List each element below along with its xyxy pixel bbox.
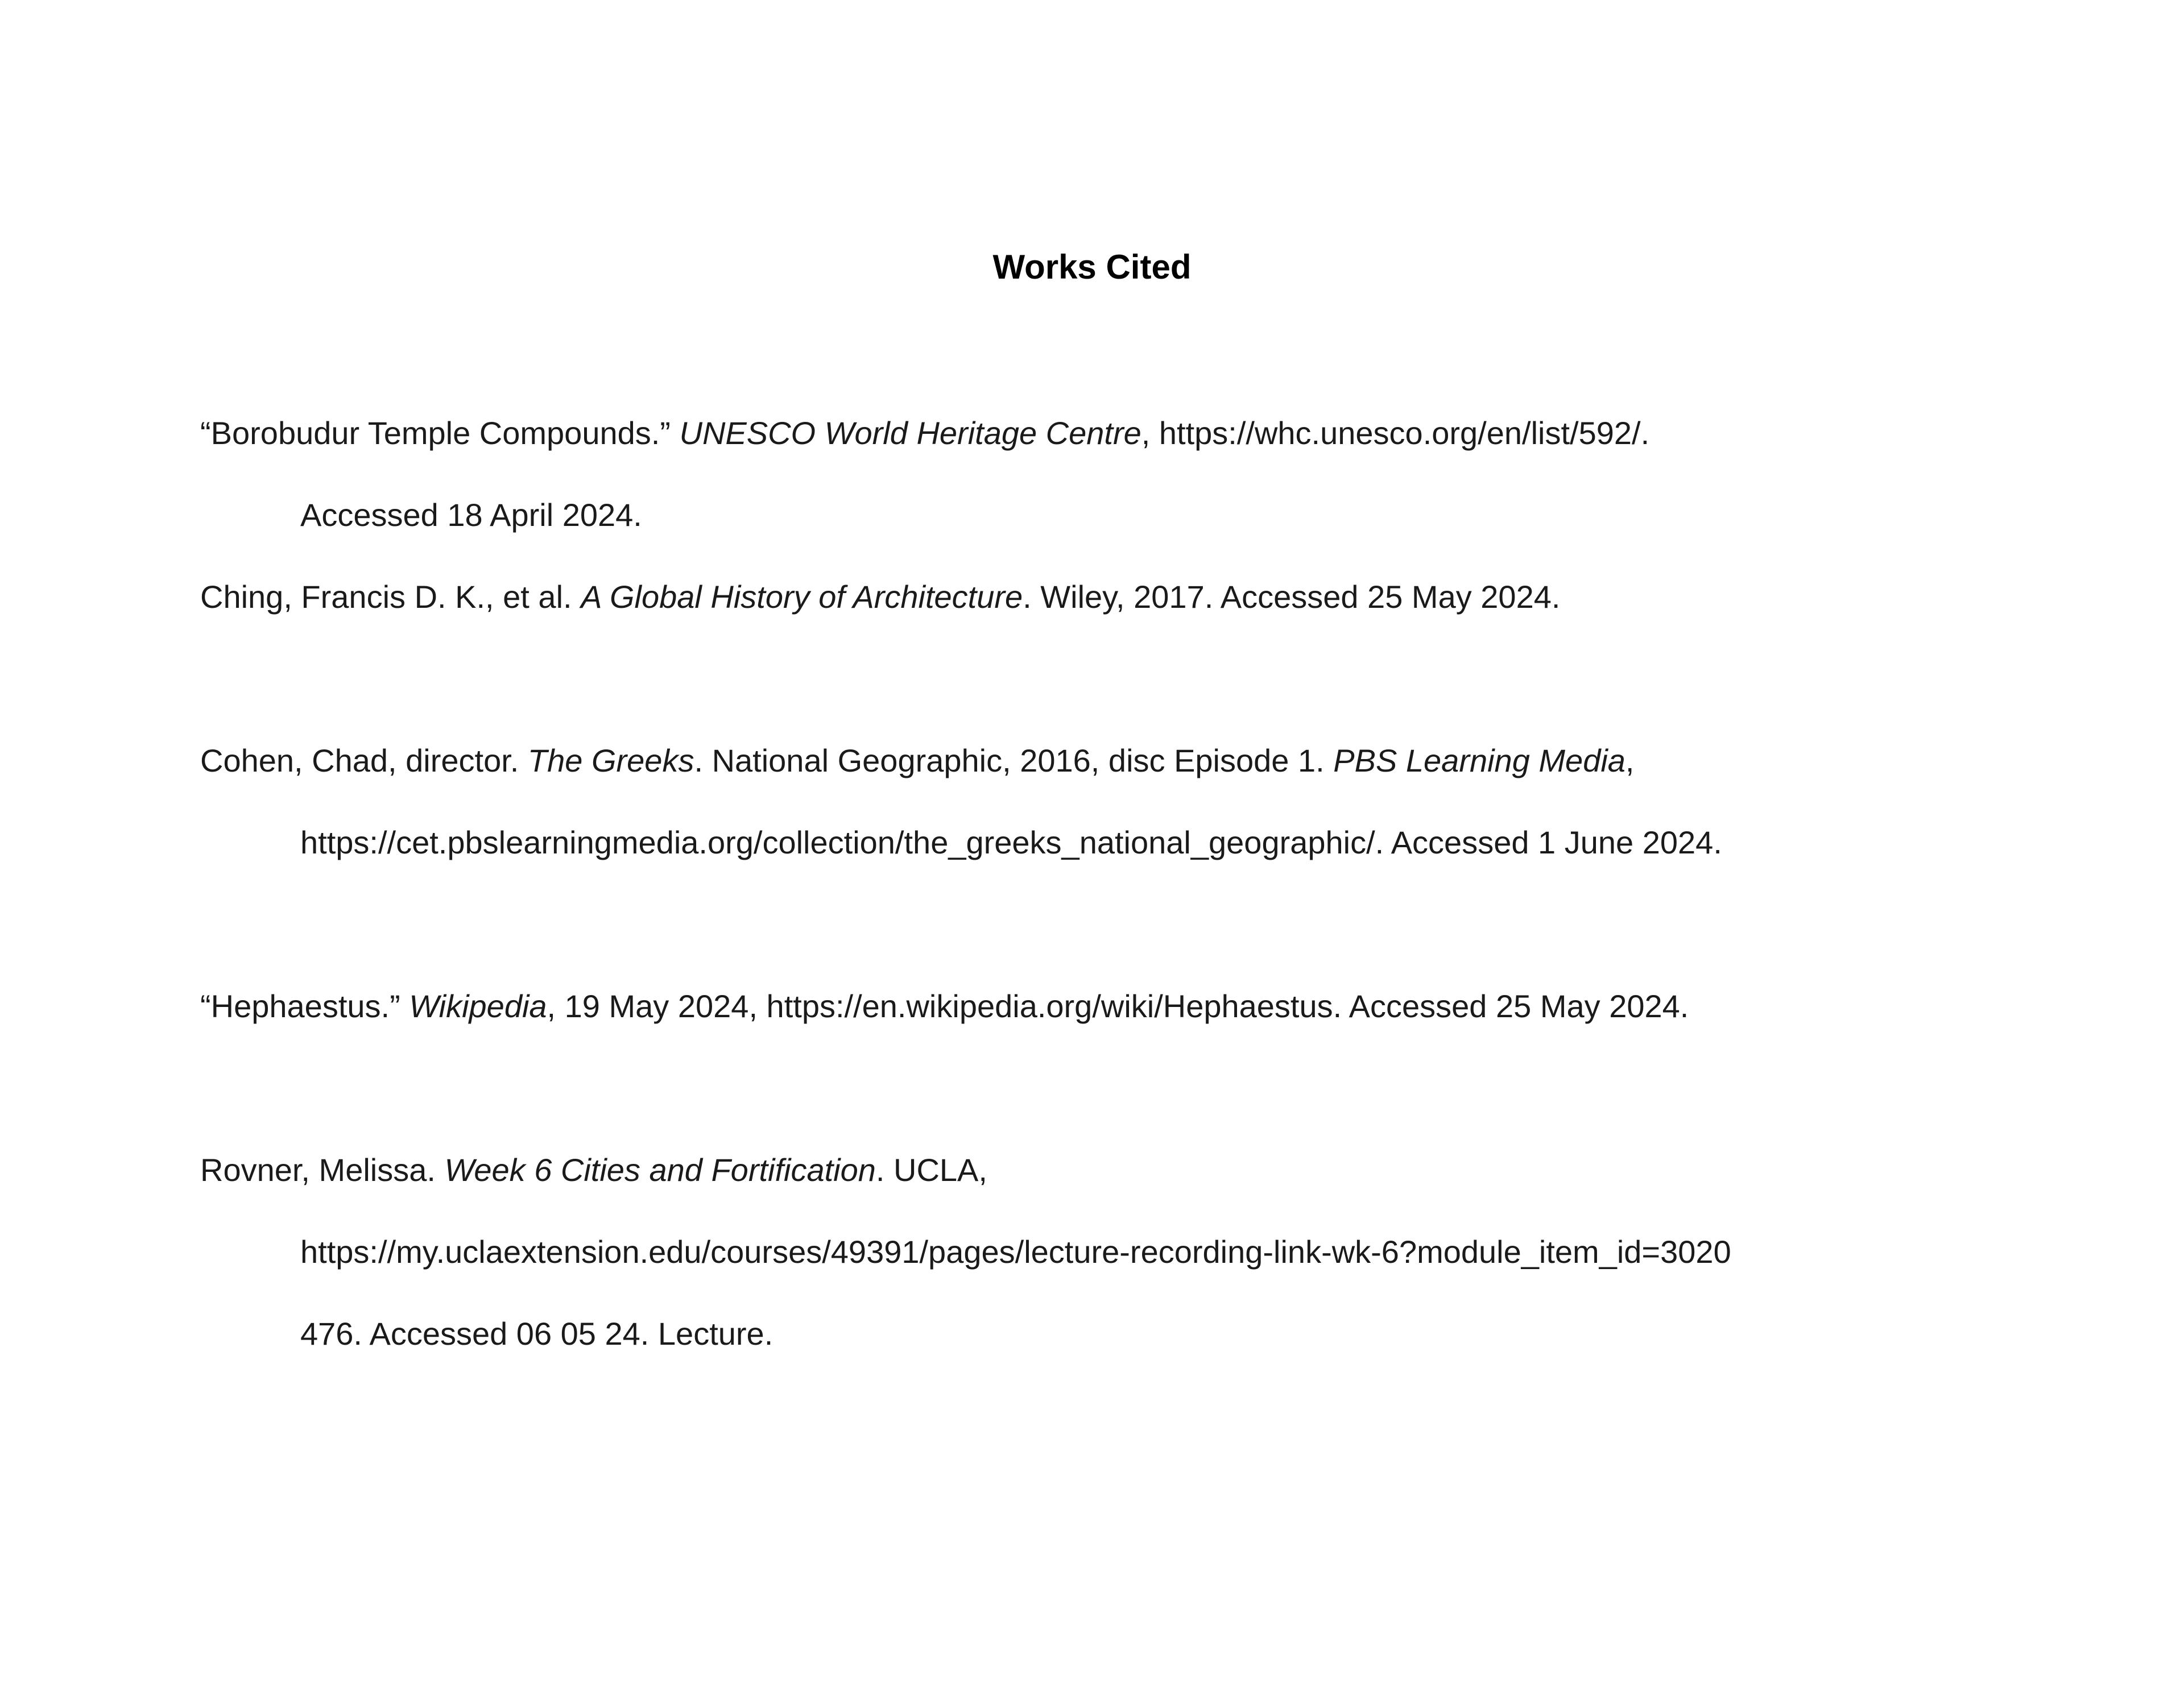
citation-access-date: Accessed 18 April 2024. xyxy=(300,497,642,533)
citation-entry-borobudur xyxy=(200,411,2043,574)
citation-line xyxy=(200,411,2043,492)
citation-line xyxy=(200,984,2043,1066)
citation-author: Cohen, Chad, director. xyxy=(200,743,528,778)
citation-url: , 19 May 2024, https://en.wikipedia.org/wiki/Hephaestus. Accessed 25 May 2024. xyxy=(547,988,1689,1024)
citation-publisher: . Wiley, 2017. Accessed 25 May 2024. xyxy=(1023,579,1561,615)
citation-lecture-title: Week 6 Cities and Fortification xyxy=(444,1152,876,1188)
citation-line xyxy=(200,738,2043,820)
citation-punctuation: , xyxy=(1625,743,1635,778)
citation-book-title: A Global History of Architecture xyxy=(581,579,1023,615)
citation-entry-ching xyxy=(200,574,2043,656)
citation-line xyxy=(200,1147,2043,1229)
citation-line-indented xyxy=(200,492,2043,574)
citation-line-indented xyxy=(200,1311,2043,1393)
citation-film-title: The Greeks xyxy=(527,743,694,778)
citation-container-title: Wikipedia xyxy=(409,988,547,1024)
citation-text: “Borobudur Temple Compounds.” xyxy=(200,415,680,451)
citation-entry-rovner xyxy=(200,1147,2043,1393)
citation-text: “Hephaestus.” xyxy=(200,988,410,1024)
citation-line-indented xyxy=(200,1229,2043,1311)
citation-entry-cohen xyxy=(200,738,2043,902)
citation-access-date: 476. Accessed 06 05 24. Lecture. xyxy=(300,1316,774,1352)
citation-line xyxy=(200,574,2043,656)
citation-publisher: . National Geographic, 2016, disc Episode 1. xyxy=(694,743,1334,778)
citation-publisher: . UCLA, xyxy=(875,1152,987,1188)
citation-url: , https://whc.unesco.org/en/list/592/. xyxy=(1141,415,1650,451)
citation-author: Ching, Francis D. K., et al. xyxy=(200,579,581,615)
citation-url: https://cet.pbslearningmedia.org/collection/the_greeks_national_geographic/. Accessed 1 June 2024. xyxy=(300,824,1722,860)
citation-line-indented xyxy=(200,820,2043,902)
citation-container-title: UNESCO World Heritage Centre xyxy=(679,415,1141,451)
citation-url: https://my.uclaextension.edu/courses/49391/pages/lecture-recording-link-wk-6?module_item_id=3020 xyxy=(300,1234,1731,1270)
page-title: Works Cited xyxy=(992,248,1192,286)
citation-entry-hephaestus xyxy=(200,984,2043,1066)
citation-author: Rovner, Melissa. xyxy=(200,1152,445,1188)
citation-container-title: PBS Learning Media xyxy=(1333,743,1625,778)
